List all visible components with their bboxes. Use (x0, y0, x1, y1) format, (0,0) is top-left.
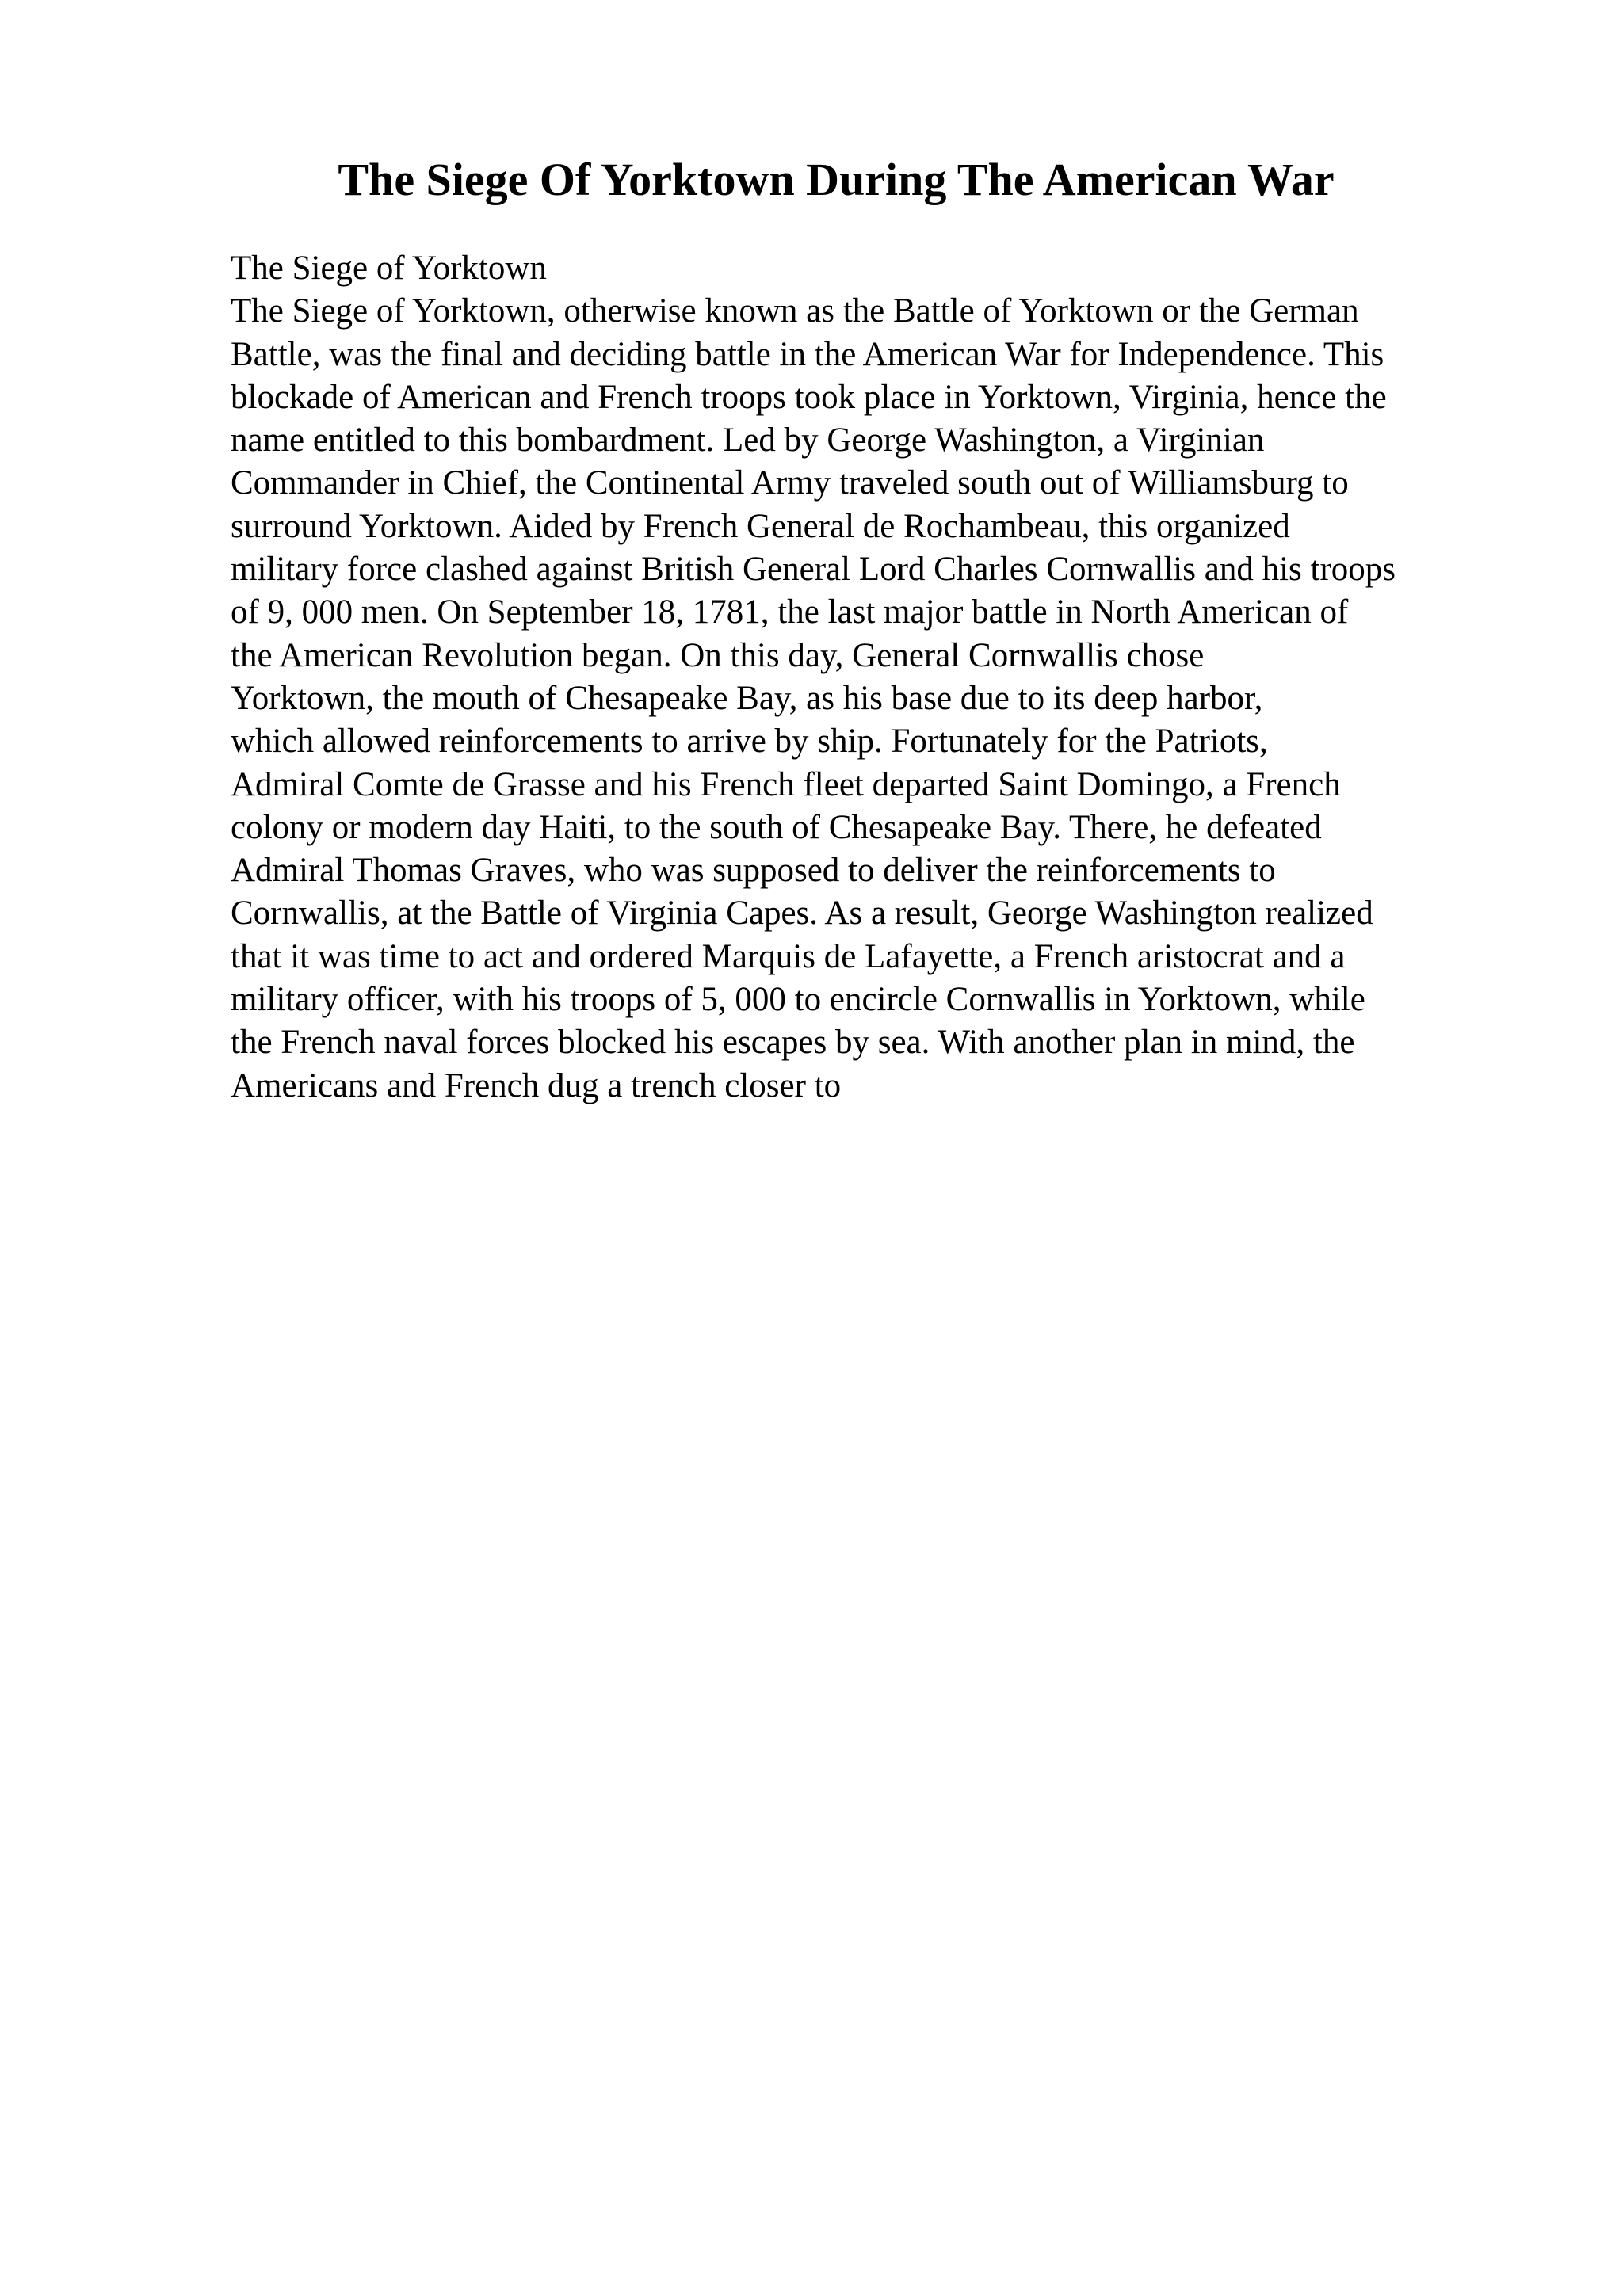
body-line: Yorktown, the mouth of Chesapeake Bay, as his base due to its deep harbor, (231, 679, 1263, 717)
body-line: military force clashed against British General Lord Charles Cornwallis and his troops (231, 551, 1396, 589)
body-line: Admiral Thomas Graves, who was supposed to deliver the reinforcements to (231, 852, 1276, 890)
document-title: The Siege Of Yorktown During The American War (338, 154, 1335, 205)
body-line: Battle, was the final and deciding battle in the American War for Independence. This (231, 335, 1384, 373)
body-line: Admiral Comte de Grasse and his French fleet departed Saint Domingo, a French (231, 765, 1341, 803)
body-line: that it was time to act and ordered Marquis de Lafayette, a French aristocrat and a (231, 937, 1346, 975)
document-body (231, 247, 1578, 1108)
body-line: The Siege of Yorktown, otherwise known as the Battle of Yorktown or the German (231, 292, 1359, 330)
body-line: Cornwallis, at the Battle of Virginia Capes. As a result, George Washington realized (231, 894, 1373, 933)
body-line: of 9, 000 men. On September 18, 1781, the last major battle in North American of (231, 593, 1349, 631)
body-line: Commander in Chief, the Continental Army traveled south out of Williamsburg to (231, 464, 1349, 502)
body-line: Americans and French dug a trench closer to (231, 1066, 842, 1104)
body-line: blockade of American and French troops took place in Yorktown, Virginia, hence the (231, 378, 1387, 416)
body-line: the American Revolution began. On this day, General Cornwallis chose (231, 636, 1205, 674)
body-line: The Siege of Yorktown (231, 250, 547, 287)
body-line: which allowed reinforcements to arrive by ship. Fortunately for the Patriots, (231, 723, 1268, 761)
body-line: surround Yorktown. Aided by French General de Rochambeau, this organized (231, 507, 1290, 545)
body-line: colony or modern day Haiti, to the south of Chesapeake Bay. There, he defeated (231, 808, 1322, 846)
body-line: military officer, with his troops of 5, 000 to encircle Cornwallis in Yorktown, while (231, 981, 1365, 1019)
body-line: name entitled to this bombardment. Led by George Washington, a Virginian (231, 421, 1265, 460)
body-line: the French naval forces blocked his escapes by sea. With another plan in mind, the (231, 1024, 1355, 1062)
